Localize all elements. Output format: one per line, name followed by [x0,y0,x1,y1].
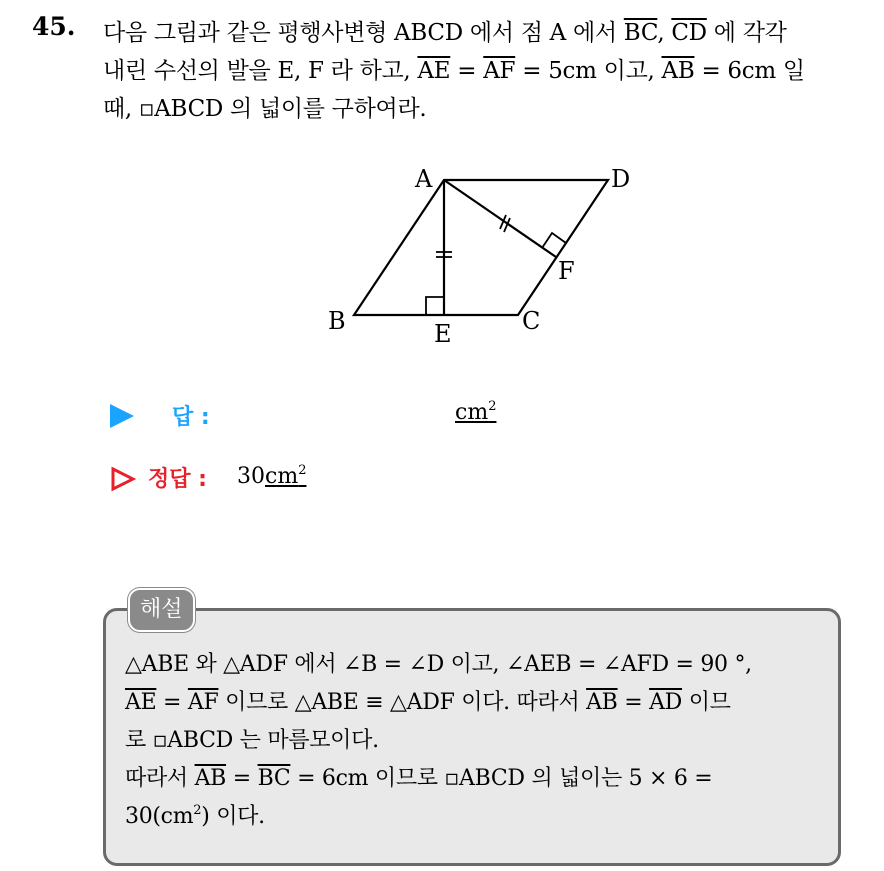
question-number: 45. [32,12,76,41]
question-line-3: 때, ▫ABCD 의 넓이를 구하여라. [103,96,427,122]
label-c: C [522,307,541,335]
solution-value: $30cm^2$ [237,463,307,489]
altitude-af [444,180,556,257]
right-angle-f [542,233,566,248]
parallelogram-figure [320,160,650,360]
answer-label: 답 : [172,405,210,430]
label-d: D [611,165,631,193]
outline-triangle-icon [110,466,136,492]
question-line-1: 다음 그림과 같은 평행사변형 ABCD 에서 점 A 에서 $\overline{BC}$, $\overline{CD}$ 에 각각 [103,20,787,46]
right-angle-e [426,297,444,315]
explanation-text [125,646,825,836]
label-e: E [434,320,452,348]
explanation-line-5: $30(cm^2)$ 이다. [125,803,265,829]
answer-marker [110,398,134,434]
question-text [103,14,863,128]
label-a: A [415,165,433,193]
play-triangle-icon [110,404,134,428]
answer-unit: $cm^2$ [455,399,497,425]
explanation-line-2: $\overline{AE} = \overline{AF}$ 이므로 △ABE ≡ △ADF 이다. 따라서 $\overline{AB} = \overline{AD}$ 이므 [125,690,731,715]
label-f: F [558,257,575,285]
explanation-line-1: △ABE 와 △ADF 에서 ∠B = ∠D 이고, ∠AEB = ∠AFD = 90 °, [125,652,752,677]
explanation-tag: 해설 [128,588,195,632]
solution-label: 정답 : [148,467,207,492]
explanation-line-4: 따라서 $\overline{AB} = \overline{BC} = 6cm$ 이므로 ▫ABCD 의 넓이는 5 × 6 = [125,766,713,791]
label-b: B [328,307,346,335]
explanation-line-3: 로 ▫ABCD 는 마름모이다. [125,728,379,753]
question-line-2: 내린 수선의 발을 E, F 라 하고, $\overline{AE} = \overline{AF} = 5cm$ 이고, $\overline{AB} = 6cm$ 일 [103,58,805,84]
parallelogram-abcd [354,180,608,315]
